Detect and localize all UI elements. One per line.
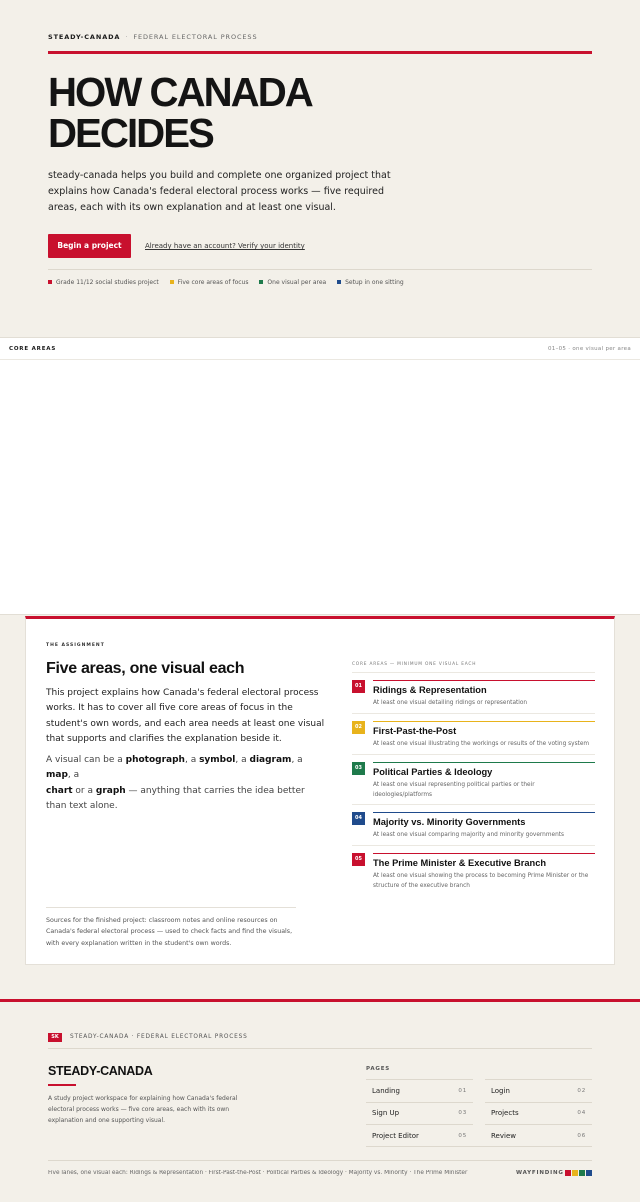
area-description: At least one visual detailing ridings or representation bbox=[373, 700, 528, 706]
area-title: First-Past-the-Post bbox=[373, 726, 457, 736]
area-item-majority-minority[interactable] bbox=[352, 812, 595, 848]
footer-pages-nav bbox=[366, 1079, 592, 1147]
page-title-line-2: DECIDES bbox=[48, 110, 213, 156]
area-color-rule bbox=[373, 812, 595, 813]
eyebrow-separator: · bbox=[125, 33, 129, 41]
area-number-badge: 02 bbox=[352, 721, 365, 734]
page-title bbox=[48, 69, 558, 156]
tag-one-visual: One visual per area bbox=[259, 279, 326, 286]
page-link-review[interactable]: Review 06 bbox=[485, 1124, 592, 1147]
core-areas-meta: 01–05 · one visual per area bbox=[547, 345, 631, 352]
assignment-body: This project explains how Canada's federal electoral process works. It has to cover all five core areas of focus in the student's own words, and each area needs at least one visual that supports and clarifies the explanation beside it. bbox=[46, 688, 325, 744]
area-item-ridings[interactable] bbox=[352, 680, 595, 716]
tag-core-areas: Five core areas of focus bbox=[170, 279, 249, 286]
core-areas-header bbox=[0, 338, 640, 360]
footer-logo-badge: SK bbox=[48, 1033, 62, 1042]
visual-type-chart: chart bbox=[46, 785, 73, 796]
tag-grade: Grade 11/12 social studies project bbox=[48, 279, 159, 286]
core-areas-title: CORE AREAS bbox=[9, 345, 57, 352]
footer-lanes: Five lanes, one visual each: Ridings & Representation · First-Past-the-Post · Political Parties & Ideology · Majority vs. Minority · The Prime Minister bbox=[48, 1170, 468, 1176]
page-link-login[interactable]: Login 02 bbox=[485, 1079, 592, 1102]
wayfinding-label: WAYFINDING bbox=[516, 1170, 564, 1176]
swatch-green bbox=[579, 1170, 585, 1176]
area-description: At least one visual comparing majority and minority governments bbox=[373, 832, 565, 838]
areas-list-label: CORE AREAS — MINIMUM ONE VISUAL EACH bbox=[352, 662, 477, 667]
area-separator bbox=[352, 754, 595, 755]
visual-type-photograph: photograph bbox=[125, 755, 185, 765]
area-separator bbox=[352, 845, 595, 846]
visual-type-symbol: symbol bbox=[199, 755, 236, 765]
swatch-blue bbox=[586, 1170, 592, 1176]
area-description: At least one visual illustrating the workings or results of the voting system bbox=[373, 741, 590, 747]
area-color-rule bbox=[373, 762, 595, 763]
footer-eyebrow: STEADY-CANADA · FEDERAL ELECTORAL PROCESS bbox=[70, 1034, 248, 1040]
section-name: FEDERAL ELECTORAL PROCESS bbox=[133, 33, 258, 41]
area-description: At least one visual representing political parties or their ideologies/platforms bbox=[373, 782, 535, 798]
area-item-prime-minister[interactable] bbox=[352, 853, 595, 897]
area-title: Majority vs. Minority Governments bbox=[373, 817, 526, 827]
footer-brand-rule bbox=[48, 1084, 76, 1086]
area-item-parties[interactable] bbox=[352, 762, 595, 806]
assignment-title: Five areas, one visual each bbox=[46, 660, 245, 677]
page-link-landing[interactable]: Landing 01 bbox=[366, 1079, 473, 1102]
area-number-badge: 04 bbox=[352, 812, 365, 825]
footer-description: A study project workspace for explaining how Canada's federal electoral process works — five core areas, each with its own explanation and one supporting visual. bbox=[48, 1095, 238, 1124]
area-number-badge: 03 bbox=[352, 762, 365, 775]
area-color-rule bbox=[373, 721, 595, 722]
area-color-rule bbox=[373, 680, 595, 681]
tag-setup: Setup in one sitting bbox=[337, 279, 404, 286]
area-title: Ridings & Representation bbox=[373, 685, 487, 695]
sources-note: Sources for the finished project: classroom notes and online resources on Canada's federal electoral process — used to check facts and find the visuals, with every explanation written in the student's own words. bbox=[46, 917, 293, 947]
swatch-red bbox=[565, 1170, 571, 1176]
assignment-card bbox=[25, 616, 615, 965]
hero-eyebrow bbox=[48, 33, 257, 41]
hero-accent-rule bbox=[48, 51, 592, 54]
area-number-badge: 01 bbox=[352, 680, 365, 693]
begin-project-button[interactable]: Begin a project bbox=[48, 234, 131, 258]
wayfinding-swatches bbox=[565, 1170, 592, 1176]
pages-label: PAGES bbox=[366, 1066, 391, 1072]
sources-divider bbox=[46, 907, 296, 908]
footer-eyebrow-divider bbox=[48, 1048, 592, 1049]
footer-accent-rule bbox=[0, 999, 640, 1002]
hero-divider bbox=[48, 269, 592, 270]
visual-type-diagram: diagram bbox=[249, 755, 292, 765]
assignment-eyebrow: THE ASSIGNMENT bbox=[46, 643, 105, 648]
tag-square-icon bbox=[259, 280, 263, 284]
page-title-line-1: HOW CANADA bbox=[48, 69, 312, 115]
area-color-rule bbox=[373, 853, 595, 854]
hero-tags bbox=[48, 279, 413, 286]
visual-type-map: map bbox=[46, 770, 68, 781]
area-separator bbox=[352, 713, 595, 714]
area-title: Political Parties & Ideology bbox=[373, 767, 493, 777]
page-link-project-editor[interactable]: Project Editor 05 bbox=[366, 1124, 473, 1147]
page-link-projects[interactable]: Projects 04 bbox=[485, 1102, 592, 1125]
area-separator bbox=[352, 804, 595, 805]
brand-name[interactable]: STEADY-CANADA bbox=[48, 33, 121, 41]
visual-type-graph: graph bbox=[95, 785, 126, 796]
area-description: At least one visual showing the process to becoming Prime Minister or the structure of the executive branch bbox=[373, 873, 589, 889]
area-item-fptp[interactable] bbox=[352, 721, 595, 757]
areas-list-rule bbox=[352, 672, 595, 673]
pages-grid-rule bbox=[366, 1146, 592, 1147]
verify-identity-link[interactable]: Already have an account? Verify your identity bbox=[145, 242, 305, 250]
hero-lead: steady-canada helps you build and complete one organized project that explains how Canada's federal electoral process works — five required areas, each with its own explanation and at least one visual. bbox=[48, 170, 391, 213]
core-areas-strip bbox=[0, 337, 640, 615]
tag-square-icon bbox=[48, 280, 52, 284]
area-title: The Prime Minister & Executive Branch bbox=[373, 858, 547, 868]
footer-bottom-divider bbox=[48, 1160, 592, 1161]
swatch-yellow bbox=[572, 1170, 578, 1176]
tag-square-icon bbox=[170, 280, 174, 284]
page-link-sign-up[interactable]: Sign Up 03 bbox=[366, 1102, 473, 1125]
area-number-badge: 05 bbox=[352, 853, 365, 866]
visual-types: A visual can be a photograph, a symbol, a diagram, a map, a chart or a graph — anything that carries the idea better than text alone. bbox=[46, 755, 305, 811]
footer-brand[interactable]: STEADY-CANADA bbox=[48, 1064, 153, 1078]
tag-square-icon bbox=[337, 280, 341, 284]
